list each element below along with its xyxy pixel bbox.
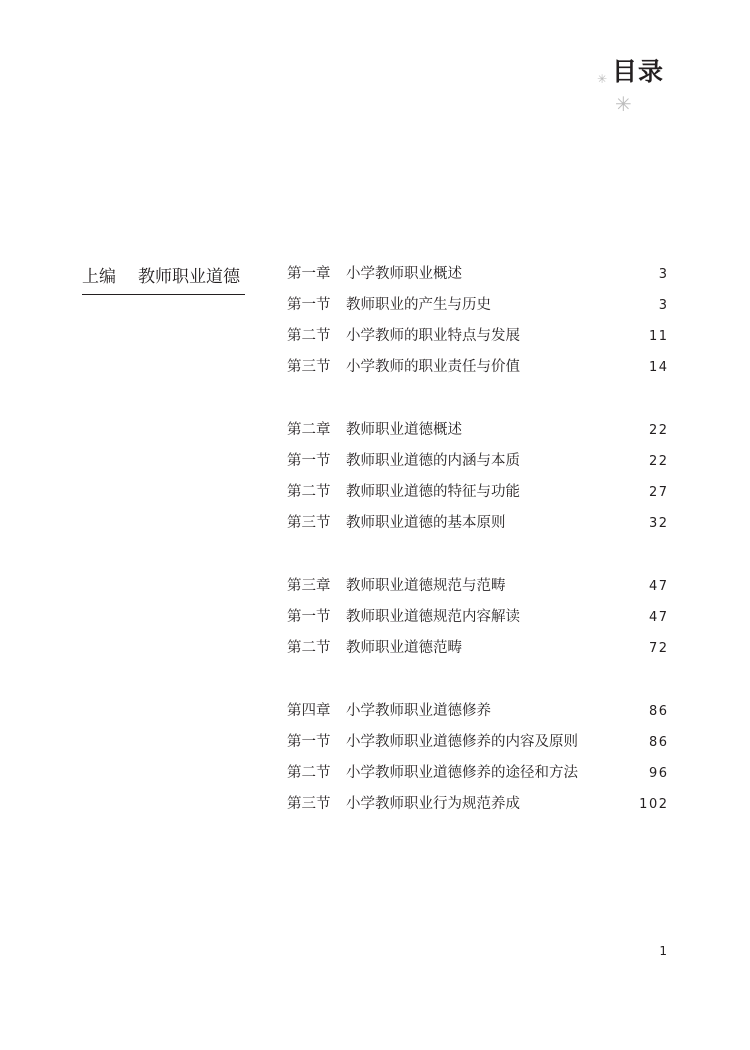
section-entry[interactable] (287, 321, 667, 352)
section-entry-page-number: 3 (658, 298, 669, 313)
chapter-entry-page-number: 3 (658, 267, 669, 282)
chapter-entry-title: 教师职业道德规范与范畴 (346, 578, 506, 594)
asterisk-icon: ✳ (597, 72, 608, 86)
section-entry[interactable] (287, 446, 667, 477)
chapter-entry-label: 第四章 (287, 703, 331, 719)
section-entry-title: 小学教师的职业特点与发展 (346, 328, 520, 344)
section-entry-title: 小学教师职业道德修养的途径和方法 (346, 765, 578, 781)
section-entry-title: 教师职业道德范畴 (346, 640, 462, 656)
section-entry-page-number: 96 (648, 766, 669, 781)
chapter-entry-page-number: 22 (648, 423, 669, 438)
chapter-block (287, 259, 667, 383)
chapter-entry[interactable] (287, 571, 667, 602)
page-number: 1 (659, 944, 667, 958)
asterisk-icon: ✳ (615, 92, 632, 116)
section-entry-title: 教师职业道德的内涵与本质 (346, 453, 520, 469)
section-entry-label: 第二节 (287, 640, 331, 656)
section-entry-page-number: 32 (648, 516, 669, 531)
section-entry[interactable] (287, 477, 667, 508)
section-entry-page-number: 47 (648, 610, 669, 625)
section-entry[interactable] (287, 508, 667, 539)
section-entry-title: 小学教师的职业责任与价值 (346, 359, 520, 375)
section-entry-page-number: 22 (648, 454, 669, 469)
section-entry[interactable] (287, 290, 667, 321)
section-entry-page-number: 11 (648, 329, 669, 344)
section-entry-page-number: 72 (648, 641, 669, 656)
section-entry-label: 第一节 (287, 734, 331, 750)
section-entry-title: 教师职业的产生与历史 (346, 297, 491, 313)
chapter-entry-title: 教师职业道德概述 (346, 422, 462, 438)
chapter-entry-title: 小学教师职业概述 (346, 266, 462, 282)
chapter-entry-title: 小学教师职业道德修养 (346, 703, 491, 719)
chapter-entry-label: 第二章 (287, 422, 331, 438)
section-entry[interactable] (287, 789, 667, 820)
chapter-block (287, 415, 667, 539)
table-of-contents (287, 259, 667, 852)
section-entry[interactable] (287, 633, 667, 664)
chapter-entry[interactable] (287, 259, 667, 290)
section-entry[interactable] (287, 758, 667, 789)
part-label: 上编 (82, 267, 116, 287)
chapter-entry[interactable] (287, 415, 667, 446)
chapter-entry-page-number: 47 (648, 579, 669, 594)
section-entry-page-number: 102 (639, 797, 669, 812)
section-entry[interactable] (287, 352, 667, 383)
chapter-entry[interactable] (287, 696, 667, 727)
section-entry-page-number: 86 (648, 735, 669, 750)
section-entry-label: 第一节 (287, 297, 331, 313)
section-entry-label: 第一节 (287, 609, 331, 625)
section-entry-page-number: 27 (648, 485, 669, 500)
part-heading (82, 262, 245, 295)
chapter-block (287, 696, 667, 820)
part-title: 教师职业道德 (138, 267, 240, 287)
section-entry-page-number: 14 (648, 360, 669, 375)
section-entry[interactable] (287, 727, 667, 758)
section-entry-label: 第二节 (287, 484, 331, 500)
page-title: 目录 (612, 57, 665, 86)
section-entry-title: 小学教师职业道德修养的内容及原则 (346, 734, 578, 750)
section-entry-title: 小学教师职业行为规范养成 (346, 796, 520, 812)
section-entry-label: 第一节 (287, 453, 331, 469)
section-entry-label: 第二节 (287, 765, 331, 781)
section-entry-title: 教师职业道德的基本原则 (346, 515, 506, 531)
chapter-entry-page-number: 86 (648, 704, 669, 719)
section-entry-label: 第二节 (287, 328, 331, 344)
section-entry-label: 第三节 (287, 796, 331, 812)
chapter-block (287, 571, 667, 664)
chapter-entry-label: 第三章 (287, 578, 331, 594)
section-entry-title: 教师职业道德的特征与功能 (346, 484, 520, 500)
chapter-entry-label: 第一章 (287, 266, 331, 282)
section-entry-label: 第三节 (287, 359, 331, 375)
section-entry-label: 第三节 (287, 515, 331, 531)
section-entry[interactable] (287, 602, 667, 633)
section-entry-title: 教师职业道德规范内容解读 (346, 609, 520, 625)
